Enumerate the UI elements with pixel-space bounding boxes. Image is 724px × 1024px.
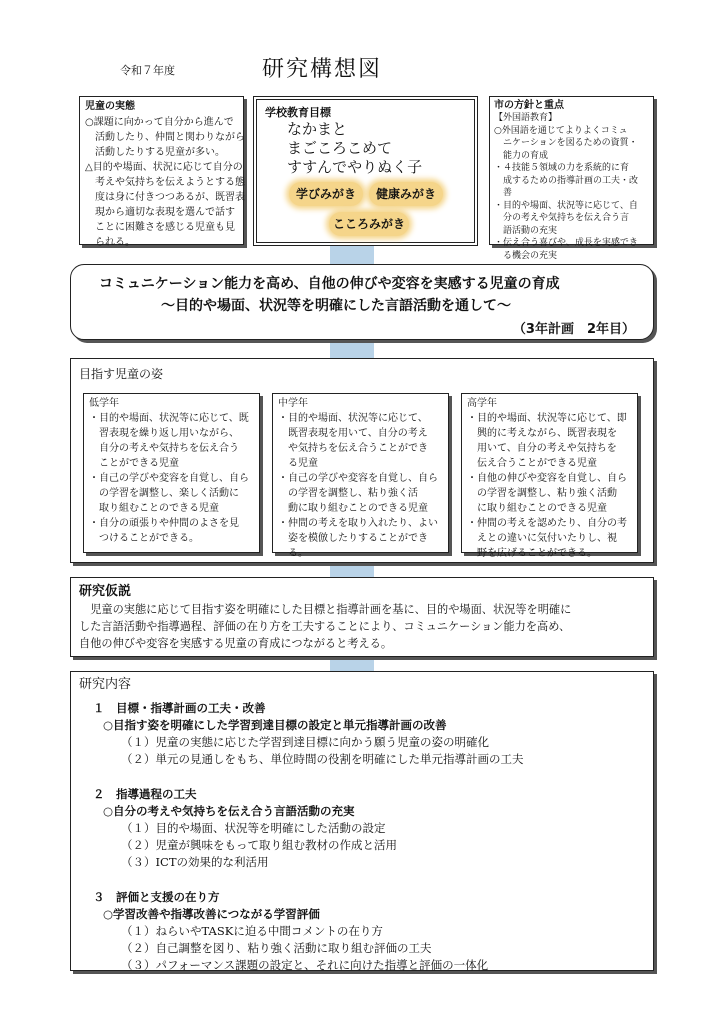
pill-kokoro: こころみがき <box>329 212 409 236</box>
list-item: ・自己の学びや変容を自覚し、自ら <box>278 473 438 484</box>
list-item: の学習を調整し、粘り強く活 <box>278 488 418 499</box>
list-item: ・目的や場面、状況等に応じて、自 <box>494 200 638 211</box>
list-item: る機会の充実 <box>494 250 558 261</box>
section-sub: ○自分の考えや気持ちを伝え合う言語活動の充実 <box>103 804 355 818</box>
list-item: 野を広げることができる。 <box>467 548 597 559</box>
list-item: 習表現を繰り返し用いながら、 <box>89 428 239 439</box>
list-item: 動に取り組むことのできる児童 <box>278 503 428 514</box>
theme-plan: （3年計画 2年目） <box>512 322 635 337</box>
list-item: 活動したり、仲間と関わりながら <box>85 132 245 143</box>
school-goal-line: なかまと <box>287 120 348 138</box>
list-item: の学習を調整し、楽しく活動に <box>89 488 239 499</box>
goal-column-title: 高学年 <box>467 398 497 409</box>
section-heading: ３ 評価と支援の在り方 <box>93 890 220 904</box>
list-item: えとの違いに気付いたりし、視 <box>467 533 617 544</box>
list-item: 語活動の充実 <box>494 225 558 236</box>
section-item: （３）ICTの効果的な利活用 <box>121 855 269 869</box>
list-item: ・４技能５領域の力を系統的に育 <box>494 163 630 173</box>
city-policy-box <box>489 96 654 261</box>
list-item: 取り組むことのできる児童 <box>89 503 219 514</box>
list-item: や気持ちを伝え合うことができ <box>278 443 428 454</box>
hypothesis-box <box>70 577 654 657</box>
theme-main: コミュニケーション能力を高め、自他の伸びや変容を実感する児童の育成 <box>99 276 560 292</box>
section-item: （２）児童が興味をもって取り組む教材の作成と活用 <box>121 838 397 852</box>
goal-column-title: 中学年 <box>278 398 308 409</box>
section-heading: ２ 指導過程の工夫 <box>93 787 197 801</box>
list-item: 現から適切な表現を選んで話す <box>85 207 235 218</box>
goal-column-lower <box>83 393 260 553</box>
list-item: の学習を調整し、粘り強く活動 <box>467 488 617 499</box>
list-item: △目的や場面、状況に応じて自分の <box>85 162 243 173</box>
hypothesis-title: 研究仮説 <box>79 584 132 599</box>
list-item: ・目的や場面、状況等に応じて、即 <box>467 413 627 424</box>
theme-sub: ～目的や場面、状況等を明確にした言語活動を通して～ <box>161 298 511 314</box>
hypothesis-line: 児童の実態に応じて目指す姿を明確にした目標と指導計画を基に、目的や場面、状況等を明確に <box>79 603 572 616</box>
list-item: 伝え合うことができる児童 <box>467 458 597 469</box>
section-sub: ○学習改善や指導改善につながる学習評価 <box>103 907 320 921</box>
contents-box <box>70 671 654 971</box>
hypothesis-line: 自他の伸びや変容を実感する児童の育成につながると考える。 <box>79 637 393 650</box>
list-item: 興的に考えながら、既習表現を <box>467 428 617 439</box>
list-item: られる。 <box>85 237 135 248</box>
year-label: 令和７年度 <box>120 64 175 77</box>
list-item: ○外国語を通じてよりよくコミュ <box>494 125 628 136</box>
goals-title: 目指す児童の姿 <box>79 367 164 381</box>
page-title: 研究構想図 <box>262 57 383 82</box>
connector-bottom <box>330 657 374 671</box>
list-item: ・仲間の考えを認めたり、自分の考 <box>467 518 627 529</box>
list-item: ・目的や場面、状況等に応じて、既 <box>89 413 249 424</box>
list-item: ・自己の学びや変容を自覚し、自ら <box>89 473 249 484</box>
school-goal-box <box>253 96 478 246</box>
list-item: 活動したりする児童が多い。 <box>85 147 225 158</box>
section-item: （３）パフォーマンス課題の設定と、それに向けた指導と評価の一体化 <box>121 958 489 972</box>
list-item: ・目的や場面、状況等に応じて、 <box>278 413 428 424</box>
list-item: ・仲間の考えを取り入れたり、よい <box>278 518 438 529</box>
list-item: 考えや気持ちを伝えようとする態 <box>85 177 245 188</box>
list-item: る児童 <box>278 458 318 469</box>
pill-manabi: 学びみがき <box>289 182 363 206</box>
goal-column-title: 低学年 <box>89 398 119 409</box>
children-status-title: 児童の実態 <box>85 101 135 112</box>
list-item: 能力の育成 <box>494 150 549 161</box>
list-item: 既習表現を用いて、自分の考え <box>278 428 428 439</box>
list-item: ・自他の伸びや変容を自覚し、自ら <box>467 473 627 484</box>
list-item: ことに困難さを感じる児童も見 <box>85 222 235 233</box>
connector-lower <box>330 563 374 577</box>
section-item: （１）児童の実態に応じた学習到達目標に向かう願う児童の姿の明確化 <box>121 735 489 749</box>
school-goal-line: すすんでやりぬく子 <box>287 158 423 176</box>
list-item: 成するための指導計画の工夫・改 <box>494 175 639 186</box>
city-policy-title: 市の方針と重点 <box>494 100 564 111</box>
list-item: ○課題に向かって自分から進んで <box>85 117 234 128</box>
list-item: ・自分の頑張りや仲間のよさを見 <box>89 518 239 529</box>
goal-column-middle <box>272 393 449 559</box>
list-item: 用いて、自分の考えや気持ちを <box>467 443 617 454</box>
list-item: ニケーションを図るための資質・ <box>494 138 638 148</box>
section-item: （１）ねらいやTASKに迫る中間コメントの在り方 <box>121 924 383 938</box>
school-goal-title: 学校教育目標 <box>265 106 331 119</box>
connector-middle <box>330 340 374 358</box>
goals-box <box>70 358 654 563</box>
pill-kenko: 健康みがき <box>369 182 443 206</box>
section-item: （２）自己調整を図り、粘り強く活動に取り組む評価の工夫 <box>121 941 432 955</box>
list-item: に取り組むことのできる児童 <box>467 503 607 514</box>
list-item: ・伝え合う喜びや、成長を実感でき <box>494 238 638 248</box>
connector-top <box>330 245 374 265</box>
section-item: （１）目的や場面、状況等を明確にした活動の設定 <box>121 821 386 835</box>
school-goal-line: まごころこめて <box>287 139 393 157</box>
list-item: 分の考えや気持ちを伝え合う言 <box>494 213 630 223</box>
list-item: る。 <box>278 548 308 559</box>
contents-section-2 <box>79 786 645 871</box>
list-item: 自分の考えや気持ちを伝え合う <box>89 443 239 454</box>
contents-section-1 <box>79 700 645 768</box>
contents-title: 研究内容 <box>79 677 132 692</box>
list-item: ことができる児童 <box>89 458 179 469</box>
hypothesis-line: した言語活動や指導過程、評価の在り方を工夫することにより、コミュニケーション能力を高め、 <box>79 620 571 633</box>
section-item: （２）単元の見通しをもち、単位時間の役割を明確にした単元指導計画の工夫 <box>121 752 524 766</box>
list-item: 姿を模倣したりすることができ <box>278 533 428 544</box>
children-status-lines <box>85 115 245 250</box>
list-item: 善 <box>494 188 513 198</box>
contents-section-3 <box>79 889 645 974</box>
list-item: つけることができる。 <box>89 533 199 544</box>
section-sub: ○目指す姿を明確にした学習到達目標の設定と単元指導計画の改善 <box>103 718 447 732</box>
city-policy-subtitle: 【外国語教育】 <box>494 113 558 123</box>
theme-box <box>70 264 654 340</box>
section-heading: １ 目標・指導計画の工夫・改善 <box>93 701 266 715</box>
list-item: 度は身に付きつつあるが、既習表 <box>85 192 245 203</box>
goal-column-upper <box>461 393 638 559</box>
children-status-box <box>79 96 245 248</box>
